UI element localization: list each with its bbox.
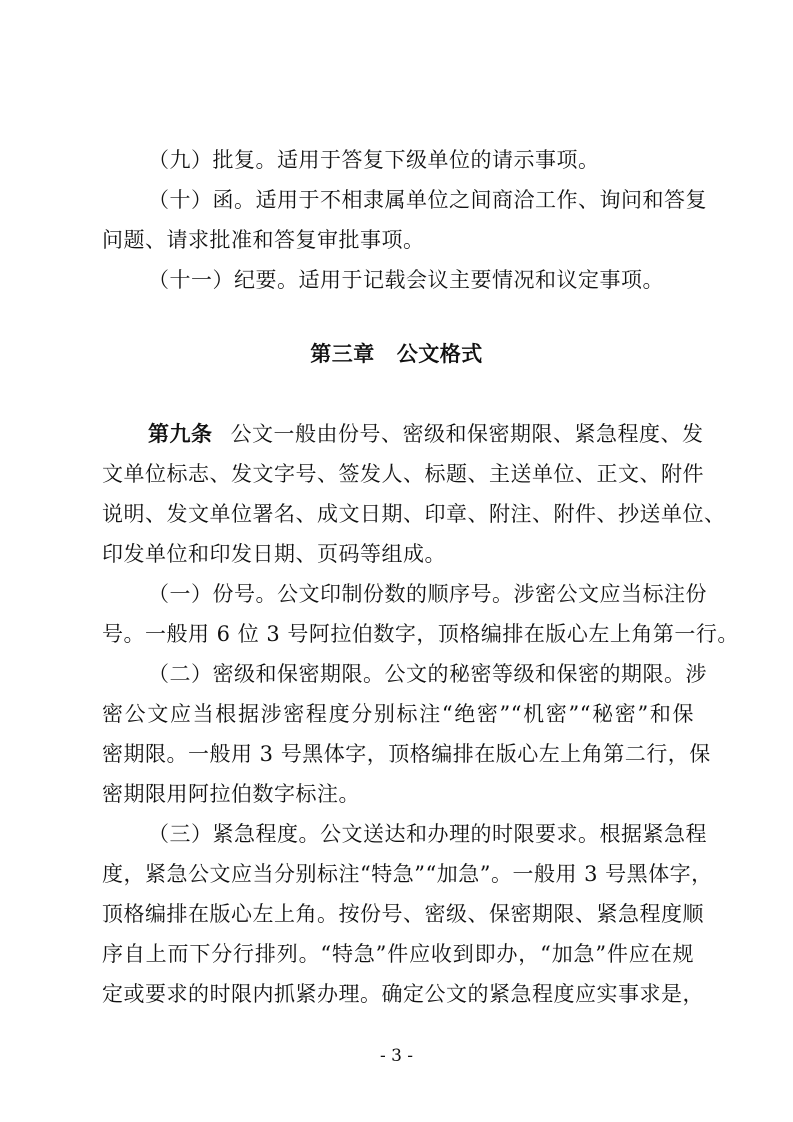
sub-1-line-1: （一）份号。公文印制份数的顺序号。涉密公文应当标注份 — [148, 582, 707, 606]
sub-3-line-1: （三）紧急程度。公文送达和办理的时限要求。根据紧急程 — [148, 822, 707, 846]
sub-3-line-2: 度，紧急公文应当分别标注“特急”“加急”。一般用 3 号黑体字， — [102, 862, 713, 886]
sub-2-line-4: 密期限用阿拉伯数字标注。 — [102, 782, 360, 806]
item-10-line-2: 问题、请求批准和答复审批事项。 — [102, 228, 425, 252]
article-9-line-3: 说明、发文单位署名、成文日期、印章、附注、附件、抄送单位、 — [102, 502, 726, 526]
item-10-line-1: （十）函。适用于不相隶属单位之间商洽工作、询问和答复 — [148, 188, 707, 212]
item-11-paragraph: （十一）纪要。适用于记载会议主要情况和议定事项。 — [148, 268, 664, 292]
article-9-line-4: 印发单位和印发日期、页码等组成。 — [102, 542, 446, 566]
article-9-line-2: 文单位标志、发文字号、签发人、标题、主送单位、正文、附件 — [102, 462, 704, 486]
chapter-title: 公文格式 — [396, 342, 483, 366]
article-9-label: 第九条 — [148, 422, 213, 446]
article-9-text-1: 公文一般由份号、密级和保密期限、紧急程度、发 — [230, 422, 704, 446]
sub-3-line-5: 定或要求的时限内抓紧办理。确定公文的紧急程度应实事求是， — [102, 982, 704, 1006]
sub-3-line-3: 顶格编排在版心左上角。按份号、密级、保密期限、紧急程度顺 — [102, 902, 704, 926]
sub-1-line-2: 号。一般用 6 位 3 号阿拉伯数字，顶格编排在版心左上角第一行。 — [102, 622, 739, 646]
sub-3-line-4: 序自上而下分行排列。“特急”件应收到即办，“加急”件应在规 — [102, 942, 694, 966]
sub-2-line-3: 密期限。一般用 3 号黑体字，顶格编排在版心左上角第二行，保 — [102, 742, 711, 766]
item-9-paragraph: （九）批复。适用于答复下级单位的请示事项。 — [148, 148, 600, 172]
article-9-line-1 — [148, 420, 704, 448]
chapter-number: 第三章 — [310, 342, 375, 366]
chapter-heading — [0, 340, 793, 368]
sub-2-line-2: 密公文应当根据涉密程度分别标注“绝密”“机密”“秘密”和保 — [102, 702, 694, 726]
page-number: - 3 - — [379, 1046, 414, 1066]
sub-2-line-1: （二）密级和保密期限。公文的秘密等级和保密的期限。涉 — [148, 662, 707, 686]
